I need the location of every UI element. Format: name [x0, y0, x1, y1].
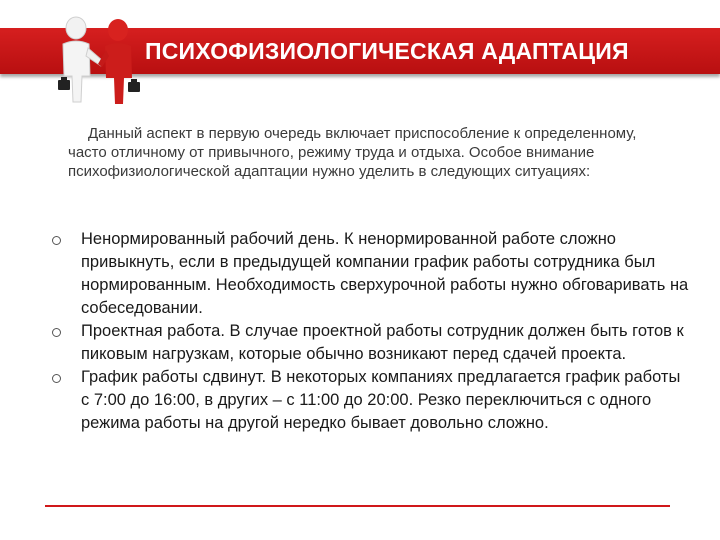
handshake-figures-icon	[46, 10, 146, 110]
slide-title: ПСИХОФИЗИОЛОГИЧЕСКАЯ АДАПТАЦИЯ	[145, 38, 629, 64]
bullet-text: Ненормированный рабочий день. К ненормированной работе сложно привыкнуть, если в предыдущей компании график работы сотрудника был нормированным. Необходимость сверхурочной работы нужно обговаривать на собеседовании.	[81, 230, 689, 317]
footer-divider	[45, 505, 670, 507]
circle-bullet-icon	[52, 328, 61, 337]
intro-paragraph: Данный аспект в первую очередь включает приспособление к определенному, часто отличному от привычного, режиму труда и отдыха. Особое внимание психофизиологической адаптации нужно уделить в следующих ситуациях:	[68, 125, 637, 180]
circle-bullet-icon	[52, 236, 61, 245]
list-item	[52, 320, 692, 366]
bullet-text: Проектная работа. В случае проектной работы сотрудник должен быть готов к пиковым нагрузкам, которые обычно возникают перед сдачей проекта.	[81, 322, 684, 363]
bullet-list	[52, 228, 692, 435]
circle-bullet-icon	[52, 374, 61, 383]
bullet-text: График работы сдвинут. В некоторых компаниях предлагается график работы с 7:00 до 16:00, в других – с 11:00 до 20:00. Резко переключиться с одного режима работы на другой нередко бывает довольно сложно.	[81, 368, 681, 432]
list-item	[52, 228, 692, 320]
list-item	[52, 366, 692, 435]
